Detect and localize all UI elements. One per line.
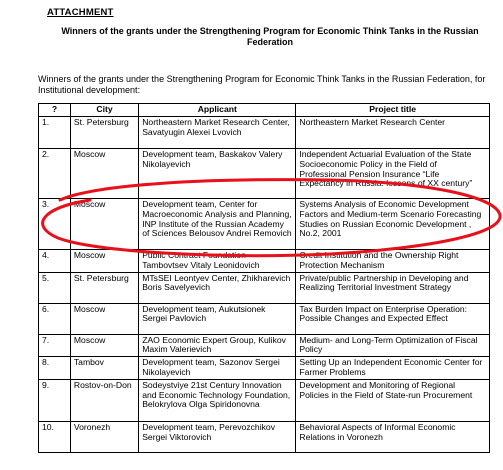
table-row [39,357,490,380]
row-city: Moscow [70,334,138,357]
table-row [39,379,490,421]
column-header-applicant: Applicant [139,104,296,117]
row-project-title: Development and Monitoring of Regional Policies in the Field of State-run Procurement [296,379,490,421]
row-city: Moscow [70,250,138,273]
table-row [39,303,490,334]
row-applicant: Development team, Baskakov Valery Nikolayevich [139,149,296,199]
row-city: Tambov [70,357,138,380]
grants-table [38,103,490,453]
row-number: 8. [39,357,71,380]
row-city: Voronezh [70,421,138,452]
document-title: Winners of the grants under the Strengthening Program for Economic Think Tanks in the Russian Federation [61,26,479,47]
row-city: Moscow [70,149,138,199]
row-city: St. Petersburg [70,272,138,303]
row-project-title: Setting Up an Independent Economic Center for Farmer Problems [296,357,490,380]
row-applicant: Development team, Perevozchikov Sergei Viktorovich [139,421,296,452]
row-city: St. Petersburg [70,117,138,149]
table-row [39,199,490,250]
table-row [39,149,490,199]
row-applicant: MTsSEI Leontyev Center, Zhikharevich Boris Savelyevich [139,272,296,303]
column-header-number: ? [39,104,71,117]
row-city: Moscow [70,303,138,334]
row-number: 7. [39,334,71,357]
row-project-title: Independent Actuarial Evaluation of the State Socioeconomic Policy in the Field of Professional Pension Insurance “Life Expectancy in Russia: lessons of XX century” [296,149,490,199]
column-header-city: City [70,104,138,117]
row-applicant: Development team, Aukutsionek Sergei Pavlovich [139,303,296,334]
row-applicant: ZAO Economic Expert Group, Kulikov Maxim Valerievich [139,334,296,357]
row-number: 1. [39,117,71,149]
row-project-title: Systems Analysis of Economic Development Factors and Medium-term Scenario Forecasting Studies on Russian Economic Development , No.2, 2001 [296,199,490,250]
row-applicant: Northeastern Market Research Center, Savatyugin Alexei Lvovich [139,117,296,149]
table-row [39,421,490,452]
attachment-heading: ATTACHMENT [47,7,114,18]
row-number: 2. [39,149,71,199]
row-project-title: Credit Institution and the Ownership Right Protection Mechanism [296,250,490,273]
row-applicant: Public Contract Foundation Tambovtsev Vitaly Leonidovich [139,250,296,273]
row-city: Rostov-on-Don [70,379,138,421]
row-number: 3. [39,199,71,250]
row-number: 10. [39,421,71,452]
row-project-title: Private/public Partnership in Developing and Realizing Territorial Investment Strategy [296,272,490,303]
table-row [39,250,490,273]
row-city: Moscow [70,199,138,250]
row-applicant: Development team, Center for Macroeconomic Analysis and Planning, INP Institute of the Russian Academy of Sciences Belousov Andrei Removich [139,199,296,250]
table-header-row [39,104,490,117]
column-header-project-title: Project title [296,104,490,117]
row-project-title: Medium- and Long-Term Optimization of Fiscal Policy [296,334,490,357]
row-number: 4. [39,250,71,273]
row-project-title: Northeastern Market Research Center [296,117,490,149]
row-number: 6. [39,303,71,334]
row-number: 9. [39,379,71,421]
row-number: 5. [39,272,71,303]
row-project-title: Tax Burden Impact on Enterprise Operation: Possible Changes and Expected Effect [296,303,490,334]
table-row [39,272,490,303]
table-row [39,117,490,149]
intro-paragraph: Winners of the grants under the Strengthening Program for Economic Think Tanks in the Russian Federation, for Institutional development: [38,74,486,95]
table-row [39,334,490,357]
row-project-title: Behavioral Aspects of Informal Economic Relations in Voronezh [296,421,490,452]
row-applicant: Sodeystviye 21st Century Innovation and Economic Technology Foundation, Belokrylova Olga Spiridonovna [139,379,296,421]
row-applicant: Development team, Sazonov Sergei Nikolayevich [139,357,296,380]
